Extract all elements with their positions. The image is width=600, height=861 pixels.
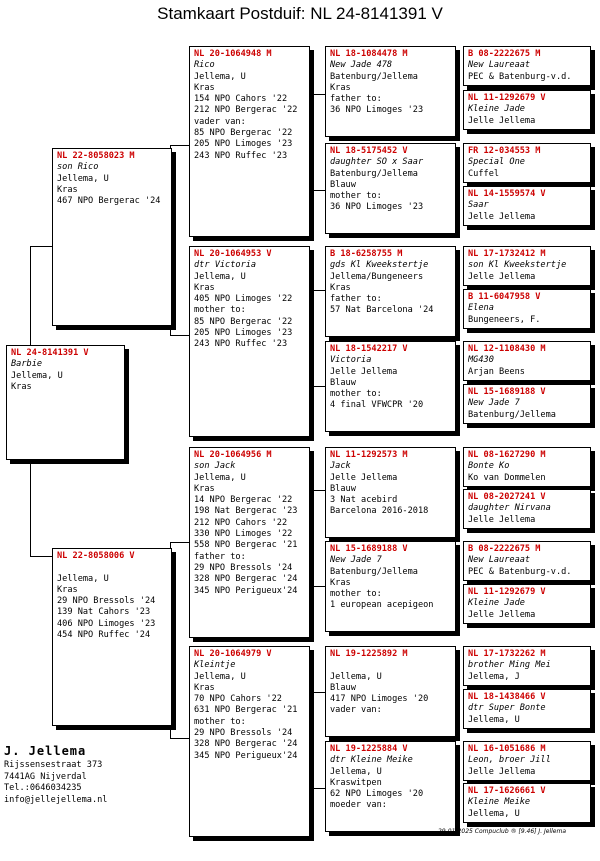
gggp-card — [463, 384, 591, 424]
info-line: 345 NPO Perigueux'24 — [194, 750, 298, 761]
info-line: Jellema, U — [330, 766, 382, 777]
connector-line — [308, 692, 325, 693]
ring-number: B 08-2222675 M — [468, 544, 541, 554]
pigeon-name: dtr Kleine Meike — [330, 755, 413, 766]
ggp-card — [325, 646, 456, 737]
info-line: Jelle Jellema — [330, 366, 398, 377]
ring-number: NL 18-1438466 V — [468, 692, 546, 702]
gggp-card — [463, 447, 591, 487]
ring-number: NL 11-1292679 V — [468, 587, 546, 597]
info-line: Jellema, U — [468, 714, 520, 725]
info-line: 29 NPO Bressols '24 — [57, 596, 156, 607]
info-line: 405 NPO Limoges '22 — [194, 294, 293, 305]
gggp-card — [463, 90, 591, 130]
connector-line — [308, 788, 325, 789]
info-line: 62 NPO Limoges '20 — [330, 789, 424, 800]
info-line: 3 Nat acebird — [330, 495, 398, 506]
connector-line — [30, 246, 52, 247]
pigeon-name: Kleintje — [194, 660, 236, 671]
info-line: 243 NPO Ruffec '23 — [194, 339, 288, 350]
info-line: Jelle Jellema — [468, 609, 536, 620]
info-line: Batenburg/Jellema — [330, 566, 418, 577]
pigeon-name: New Jade 478 — [330, 60, 393, 71]
connector-line — [308, 190, 325, 191]
info-line: Kras — [194, 82, 215, 93]
gggp-card — [463, 783, 591, 823]
connector-line — [170, 738, 189, 739]
ring-number: NL 11-1292573 M — [330, 450, 408, 460]
info-line: mother to: — [194, 716, 246, 727]
ring-number: B 08-2222675 M — [468, 49, 541, 59]
pigeon-name: dtr Victoria — [194, 260, 257, 271]
info-line: Blauw — [330, 483, 356, 494]
ring-number: NL 20-1064979 V — [194, 649, 272, 659]
info-line: Cuffel — [468, 168, 500, 179]
info-line: 467 NPO Bergerac '24 — [57, 196, 161, 207]
ring-number: NL 20-1064956 M — [194, 450, 272, 460]
info-line: 70 NPO Cahors '22 — [194, 694, 282, 705]
pigeon-name: daughter Nirvana — [468, 503, 551, 514]
info-line: 57 Nat Barcelona '24 — [330, 305, 434, 316]
subject-card — [6, 345, 125, 460]
info-line: Kras — [57, 584, 78, 595]
info-line: 4 final VFWCPR '20 — [330, 400, 424, 411]
info-line: Bungeneers, F. — [468, 314, 541, 325]
ring-number: NL 14-1559574 V — [468, 189, 546, 199]
info-line: 205 NPO Limoges '23 — [194, 139, 293, 150]
info-line: vader van: — [330, 705, 382, 716]
gggp-card — [463, 341, 591, 381]
pigeon-name: New Jade 7 — [468, 398, 520, 409]
grandmother-paternal-card — [189, 246, 310, 437]
ring-number: NL 08-1627290 M — [468, 450, 546, 460]
info-line: Kras — [330, 577, 351, 588]
info-line: Kras — [330, 82, 351, 93]
pigeon-name: New Jade 7 — [330, 555, 382, 566]
ring-number: NL 15-1689188 V — [330, 544, 408, 554]
owner-name: J. Jellema — [4, 744, 87, 758]
owner-email: info@jellejellema.nl — [4, 794, 108, 805]
mother-card — [52, 548, 172, 726]
pigeon-name: gds Kl Kweekstertje — [330, 260, 429, 271]
info-line: 205 NPO Limoges '23 — [194, 328, 293, 339]
gggp-card — [463, 143, 591, 183]
ring-number: NL 20-1064948 M — [194, 49, 272, 59]
info-line: 345 NPO Perigueux'24 — [194, 585, 298, 596]
ring-number: NL 17-1626661 V — [468, 786, 546, 796]
ggp-card — [325, 246, 456, 337]
connector-line — [170, 145, 189, 146]
info-line: 154 NPO Cahors '22 — [194, 94, 288, 105]
gggp-card — [463, 584, 591, 624]
info-line: 85 NPO Bergerac '22 — [194, 316, 293, 327]
info-line: moeder van: — [330, 800, 387, 811]
info-line: 330 NPO Limoges '22 — [194, 529, 293, 540]
gggp-card — [463, 246, 591, 286]
info-line: 29 NPO Bressols '24 — [194, 562, 293, 573]
info-line: 36 NPO Limoges '23 — [330, 202, 424, 213]
ring-number: NL 20-1064953 V — [194, 249, 272, 259]
info-line: 85 NPO Bergerac '22 — [194, 128, 293, 139]
ring-number: NL 18-5175452 V — [330, 146, 408, 156]
info-line: Jellema, U — [194, 671, 246, 682]
info-line: vader van: — [194, 116, 246, 127]
ring-number: NL 24-8141391 V — [11, 348, 89, 358]
info-line: 631 NPO Bergerac '21 — [194, 705, 298, 716]
ring-number: NL 22-8058023 M — [57, 151, 135, 161]
connector-line — [308, 290, 325, 291]
info-line: 14 NPO Bergerac '22 — [194, 495, 293, 506]
pigeon-name: son Kl Kweekstertje — [468, 260, 567, 271]
ring-number: B 18-6258755 M — [330, 249, 403, 259]
father-card — [52, 148, 172, 326]
info-line: 212 NPO Bergerac '22 — [194, 105, 298, 116]
gggp-card — [463, 646, 591, 686]
ggp-card — [325, 143, 456, 234]
info-line: Jelle Jellema — [468, 766, 536, 777]
ring-number: NL 17-1732262 M — [468, 649, 546, 659]
info-line: PEC & Batenburg-v.d. — [468, 71, 572, 82]
grandfather-paternal-card — [189, 46, 310, 237]
info-line: Batenburg/Jellema — [468, 409, 556, 420]
info-line: father to: — [330, 294, 382, 305]
ring-number: NL 18-1084478 M — [330, 49, 408, 59]
ring-number: FR 12-034553 M — [468, 146, 541, 156]
info-line: Jellema, U — [194, 271, 246, 282]
gggp-card — [463, 46, 591, 86]
ring-number: NL 11-1292679 V — [468, 93, 546, 103]
info-line: Kras — [57, 184, 78, 195]
pigeon-name — [330, 660, 451, 671]
info-line: 558 NPO Bergerac '21 — [194, 540, 298, 551]
owner-block — [4, 742, 107, 806]
info-line: 1 european acepigeon — [330, 600, 434, 611]
ggp-card — [325, 447, 456, 538]
pigeon-name: Kleine Meike — [468, 797, 531, 808]
pigeon-name: daughter SO x Saar — [330, 157, 424, 168]
gggp-card — [463, 186, 591, 226]
info-line: Batenburg/Jellema — [330, 71, 418, 82]
info-line: 139 Nat Cahors '23 — [57, 607, 151, 618]
pigeon-name: brother Ming Mei — [468, 660, 551, 671]
ring-number: NL 17-1732412 M — [468, 249, 546, 259]
color-line: Kras — [11, 381, 32, 392]
info-line: father to: — [194, 551, 246, 562]
pigeon-name: Special One — [468, 157, 525, 168]
info-line: 406 NPO Limoges '23 — [57, 618, 156, 629]
footer-credit: 29-01-2025 Compuclub ® [9.46] J. Jellema — [438, 828, 567, 835]
ring-number: NL 12-1108430 M — [468, 344, 546, 354]
info-line: Kras — [194, 282, 215, 293]
info-line: Jellema, U — [468, 808, 520, 819]
page-title: Stamkaart Postduif: NL 24-8141391 V — [157, 4, 443, 23]
connector-line — [308, 586, 325, 587]
pigeon-name: Barbie — [11, 359, 43, 370]
pigeon-name: Jack — [330, 461, 351, 472]
gggp-card — [463, 689, 591, 729]
pigeon-name: Saar — [468, 200, 489, 211]
info-line: Jelle Jellema — [330, 472, 398, 483]
ring-number: NL 18-1542217 V — [330, 344, 408, 354]
info-line: Batenburg/Jellema — [330, 168, 418, 179]
info-line: Jellema, U — [194, 71, 246, 82]
info-line: Kras — [194, 483, 215, 494]
gggp-card — [463, 289, 591, 329]
ring-number: NL 19-1225884 V — [330, 744, 408, 754]
gggp-card — [463, 741, 591, 781]
connector-line — [170, 335, 189, 336]
info-line: Arjan Beens — [468, 366, 525, 377]
ggp-card — [325, 341, 456, 432]
owner-line: Jellema, U — [11, 370, 63, 381]
info-line: 243 NPO Ruffec '23 — [194, 150, 288, 161]
pigeon-name: dtr Super Bonte — [468, 703, 546, 714]
connector-line — [170, 542, 189, 543]
info-line: Jelle Jellema — [468, 115, 536, 126]
info-line: mother to: — [194, 305, 246, 316]
pigeon-name: son Rico — [57, 162, 99, 173]
info-line: 212 NPO Cahors '22 — [194, 517, 288, 528]
ring-number: B 11-6047958 V — [468, 292, 541, 302]
info-line: 36 NPO Limoges '23 — [330, 105, 424, 116]
info-line: 328 NPO Bergerac '24 — [194, 739, 298, 750]
info-line: Jelle Jellema — [468, 211, 536, 222]
ggp-card — [325, 741, 456, 832]
pigeon-name: Kleine Jade — [468, 598, 525, 609]
ring-number: NL 22-8058006 V — [57, 551, 135, 561]
info-line: mother to: — [330, 589, 382, 600]
connector-line — [308, 490, 325, 491]
gggp-card — [463, 489, 591, 529]
grandfather-maternal-card — [189, 447, 310, 638]
info-line: Blauw — [330, 682, 356, 693]
info-line: 417 NPO Limoges '20 — [330, 694, 429, 705]
ggp-card — [325, 541, 456, 632]
info-line: Blauw — [330, 377, 356, 388]
pigeon-name: Rico — [194, 60, 215, 71]
pigeon-name: New Laureaat — [468, 555, 531, 566]
info-line: Ko van Dommelen — [468, 472, 546, 483]
connector-line — [30, 556, 52, 557]
info-line: Jellema, J — [468, 671, 520, 682]
info-line: father to: — [330, 94, 382, 105]
info-line: Jellema, U — [330, 671, 382, 682]
pigeon-name: Elena — [468, 303, 494, 314]
info-line: PEC & Batenburg-v.d. — [468, 566, 572, 577]
info-line: Jellema, U — [57, 173, 109, 184]
ggp-card — [325, 46, 456, 137]
info-line: Jellema/Bungeneers — [330, 271, 424, 282]
info-line: 198 Nat Bergerac '23 — [194, 506, 298, 517]
ring-number: NL 08-2027241 V — [468, 492, 546, 502]
ring-number: NL 15-1689188 V — [468, 387, 546, 397]
connector-line — [308, 386, 325, 387]
gggp-card — [463, 541, 591, 581]
info-line: Kras — [330, 282, 351, 293]
ring-number: NL 16-1051686 M — [468, 744, 546, 754]
pigeon-name — [57, 562, 167, 573]
info-line: mother to: — [330, 389, 382, 400]
pigeon-name: MG430 — [468, 355, 494, 366]
ring-number: NL 19-1225892 M — [330, 649, 408, 659]
pigeon-name: son Jack — [194, 461, 236, 472]
info-line: Blauw — [330, 179, 356, 190]
info-line: 454 NPO Ruffec '24 — [57, 630, 151, 641]
info-line: Kras — [194, 682, 215, 693]
info-line: Barcelona 2016-2018 — [330, 506, 429, 517]
info-line: Kraswitpen — [330, 777, 382, 788]
pigeon-name: Bonte Ko — [468, 461, 510, 472]
info-line: 328 NPO Bergerac '24 — [194, 574, 298, 585]
owner-phone: Tel.:0646034235 — [4, 783, 82, 794]
info-line: Jelle Jellema — [468, 271, 536, 282]
owner-city: 7441AG Nijverdal — [4, 771, 87, 782]
grandmother-maternal-card — [189, 646, 310, 837]
connector-line — [308, 94, 325, 95]
pigeon-name: Leon, broer Jill — [468, 755, 551, 766]
info-line: mother to: — [330, 191, 382, 202]
pigeon-name: New Laureaat — [468, 60, 531, 71]
pigeon-name: Kleine Jade — [468, 104, 525, 115]
info-line: Jellema, U — [57, 573, 109, 584]
info-line: Jellema, U — [194, 472, 246, 483]
pigeon-name: Victoria — [330, 355, 372, 366]
info-line: 29 NPO Bressols '24 — [194, 728, 293, 739]
info-line: Jelle Jellema — [468, 514, 536, 525]
owner-address: Rijssensestraat 373 — [4, 760, 103, 770]
